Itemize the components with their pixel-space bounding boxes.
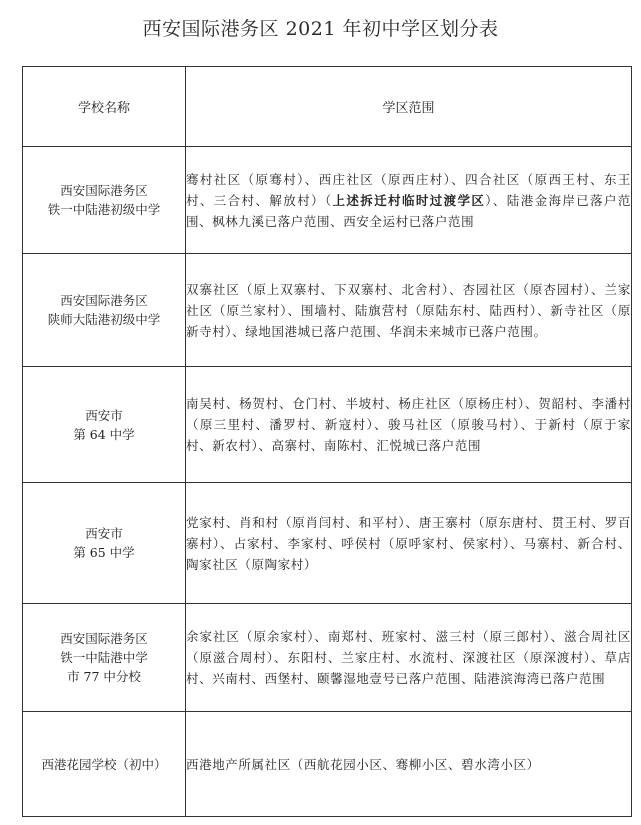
school-name-cell <box>23 254 186 367</box>
school-name-line: 铁一中陆港中学 <box>60 650 148 665</box>
school-name-cell <box>23 483 186 604</box>
district-range-cell: 党家村、肖和村（原肖闫村、和平村）、唐王寨村（原东唐村、贯王村、罗百寨村）、占家村、李家村、呼侯村（原呼家村、侯家村）、马寨村、新合村、陶家社区（原陶家村） <box>186 483 632 604</box>
transition-district-note: 上述拆迁村临时过渡学区 <box>332 192 486 208</box>
school-name-line: 西安市 <box>85 526 123 541</box>
school-name-line: 西安国际港务区 <box>60 631 148 646</box>
header-school-name: 学校名称 <box>23 67 186 147</box>
table-row <box>23 604 632 712</box>
table-row <box>23 367 632 483</box>
table-row <box>23 483 632 604</box>
school-name-line: 西港花园学校（初中） <box>41 756 167 772</box>
page-title: 西安国际港务区 2021 年初中学区划分表 <box>142 18 499 40</box>
school-name-cell <box>23 604 186 712</box>
school-name-cell <box>23 147 186 254</box>
table-row <box>23 147 632 254</box>
school-name-line: 陕师大陆港初级中学 <box>47 312 161 327</box>
district-range-text: 骞村社区（原骞村）、西庄社区（原西庄村）、四合社区（原西王村、东王村、三合村、解放村）（ <box>186 171 631 208</box>
district-range-cell: 双寨社区（原上双寨村、下双寨村、北舍村）、杏园社区（原杏园村）、兰家社区（原兰家村）、围墙村、陆旗营村（原陆东村、陆西村）、新寺社区（原新寺村）、绿地国港城已落户范围、华润未来城市已落户范围。 <box>186 254 632 367</box>
school-name-line: 西安市 <box>85 407 123 423</box>
header-district-range: 学区范围 <box>186 67 632 147</box>
district-range-text: ）、陆港金海岸已落户范围、枫林九溪已落户范围、西安全运村已落户范围 <box>186 192 631 229</box>
school-name-line: 第 64 中学 <box>73 426 135 442</box>
school-name-cell <box>23 367 186 483</box>
school-name-cell <box>23 712 186 817</box>
school-name-line: 第 65 中学 <box>73 545 135 560</box>
school-district-table <box>22 66 632 817</box>
school-name-line: 市 77 中分校 <box>67 669 141 684</box>
school-name-line: 西安国际港务区 <box>60 293 148 308</box>
school-name-line: 西安国际港务区 <box>60 183 148 198</box>
district-range-cell <box>186 147 632 254</box>
school-name-line: 铁一中陆港初级中学 <box>47 202 161 217</box>
district-range-cell: 余家社区（原余家村）、南郑村、班家村、滋三村（原三郎村）、滋合周社区（原滋合周村）、东阳村、兰家庄村、水流村、深渡社区（原深渡村）、草店村、兴南村、西堡村、颐馨湿地壹号已落户范围、陆港滨海湾已落户范围 <box>186 604 632 712</box>
table-row <box>23 712 632 817</box>
table-header-row <box>23 67 632 147</box>
district-range-cell: 西港地产所属社区（西航花园小区、骞柳小区、碧水湾小区） <box>186 712 632 817</box>
table-row <box>23 254 632 367</box>
district-range-cell: 南吴村、杨贺村、仓门村、半坡村、杨庄社区（原杨庄村）、贺韶村、李潘村（原三里村、潘罗村、新寇村）、骏马社区（原骏马村）、于新村（原于家村、新农村）、高寨村、南陈村、汇悦城已落户范围 <box>186 367 632 483</box>
